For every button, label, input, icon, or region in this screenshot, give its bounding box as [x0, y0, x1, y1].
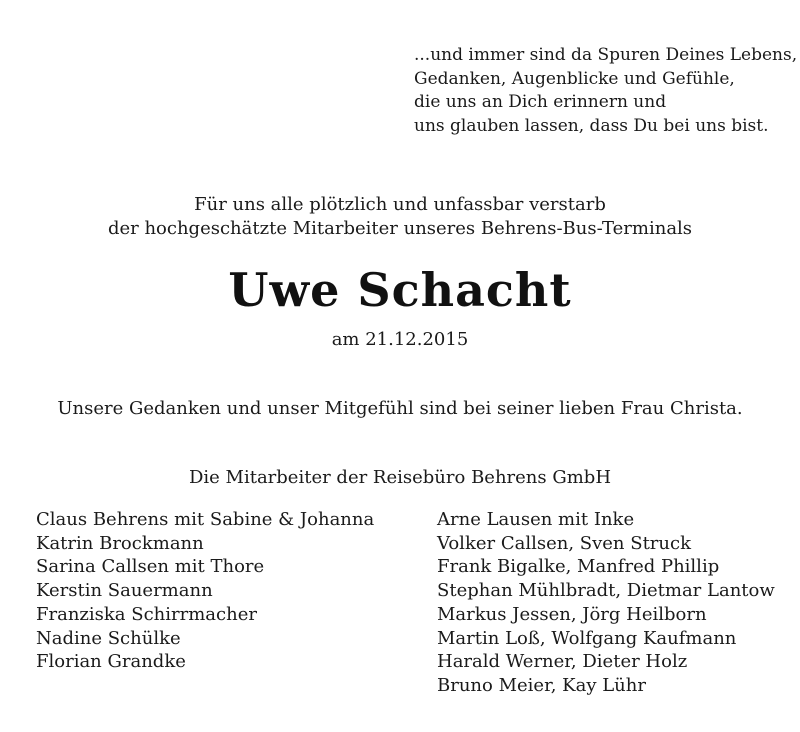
- signer-name: Arne Lausen mit Inke: [437, 509, 635, 530]
- poem-line: die uns an Dich erinnern und: [414, 92, 667, 112]
- signer-name: Franziska Schirrmacher: [36, 603, 257, 625]
- signer-name: Harald Werner, Dieter Holz: [437, 651, 688, 673]
- death-date: am 21.12.2015: [331, 329, 469, 350]
- signer-name: Kerstin Sauermann: [36, 580, 213, 602]
- poem-verse: [414, 44, 797, 138]
- intro-line: der hochgeschätzte Mitarbeiter unseres Behrens-Bus-Terminals: [107, 218, 693, 239]
- poem-line: uns glauben lassen, dass Du bei uns bist.: [414, 115, 769, 136]
- intro-line: Für uns alle plötzlich und unfassbar verstarb: [194, 194, 606, 215]
- deceased-name: Uwe Schacht: [228, 263, 572, 317]
- signer-name: Katrin Brockmann: [36, 532, 204, 554]
- poem-line: ...und immer sind da Spuren Deines Lebens,: [414, 45, 798, 65]
- signers-left-column: [36, 508, 374, 674]
- signer-name: Frank Bigalke, Manfred Phillip: [437, 556, 720, 578]
- poem-line: Gedanken, Augenblicke und Gefühle,: [414, 68, 735, 89]
- signer-name: Bruno Meier, Kay Lühr: [437, 674, 646, 696]
- sympathy-text: Unsere Gedanken und unser Mitgefühl sind bei seiner lieben Frau Christa.: [57, 398, 743, 419]
- signers-title: Die Mitarbeiter der Reisebüro Behrens GmbH: [188, 467, 612, 488]
- signer-name: Markus Jessen, Jörg Heilborn: [437, 603, 707, 625]
- signer-name: Claus Behrens mit Sabine & Johanna: [36, 509, 375, 530]
- signer-name: Florian Grandke: [36, 651, 186, 673]
- signer-name: Stephan Mühlbradt, Dietmar Lantow: [437, 580, 775, 602]
- signer-name: Martin Loß, Wolfgang Kaufmann: [437, 627, 737, 649]
- signer-name: Nadine Schülke: [36, 627, 181, 649]
- signer-name: Sarina Callsen mit Thore: [36, 556, 265, 578]
- signers-right-column: [437, 508, 775, 698]
- signer-name: Volker Callsen, Sven Struck: [437, 532, 691, 554]
- intro-text: [0, 193, 800, 241]
